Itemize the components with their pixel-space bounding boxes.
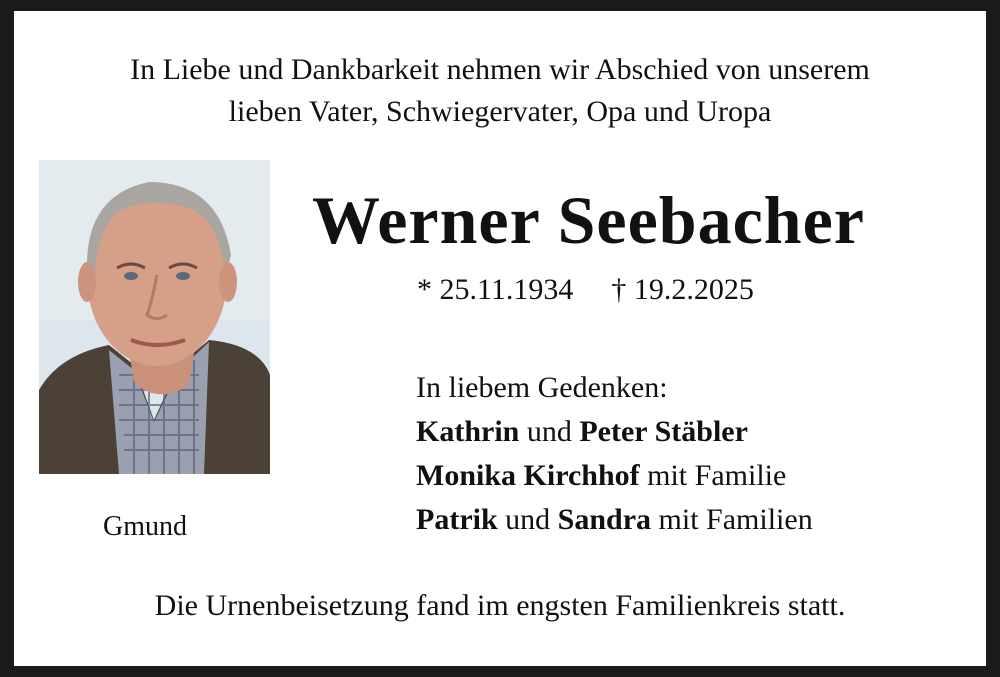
intro-text bbox=[14, 49, 986, 133]
mourner-suffix: mit Familien bbox=[651, 503, 813, 536]
closing-text: Die Urnenbeisetzung fand im engsten Familienkreis statt. bbox=[154, 589, 846, 622]
mourner-name: Monika Kirchhof bbox=[416, 459, 640, 492]
mourner-suffix: mit Familie bbox=[639, 459, 787, 492]
deceased-name: Werner Seebacher bbox=[312, 182, 865, 258]
birth-date: * 25.11.1934 bbox=[417, 273, 574, 306]
portrait-photo-icon bbox=[39, 160, 270, 474]
mourner-name: Sandra bbox=[557, 503, 652, 536]
mourner-name: Peter Stäbler bbox=[579, 415, 748, 448]
death-date: † 19.2.2025 bbox=[611, 273, 754, 306]
mourner-row bbox=[416, 454, 813, 498]
mourner-connector: und bbox=[519, 415, 580, 448]
intro-line-2: lieben Vater, Schwiegervater, Opa und Uropa bbox=[228, 95, 772, 128]
mourner-row bbox=[416, 498, 813, 542]
mourner-name: Patrik bbox=[416, 503, 498, 536]
mourner-connector: und bbox=[497, 503, 558, 536]
place-label: Gmund bbox=[103, 511, 187, 542]
mourner-name: Kathrin bbox=[416, 415, 520, 448]
life-dates bbox=[417, 273, 754, 307]
portrait-photo bbox=[39, 160, 270, 474]
mourner-row bbox=[416, 410, 813, 454]
intro-line-1: In Liebe und Dankbarkeit nehmen wir Abschied von unserem bbox=[130, 53, 870, 86]
mourners-heading: In liebem Gedenken: bbox=[416, 371, 668, 404]
mourners-block bbox=[416, 366, 813, 542]
